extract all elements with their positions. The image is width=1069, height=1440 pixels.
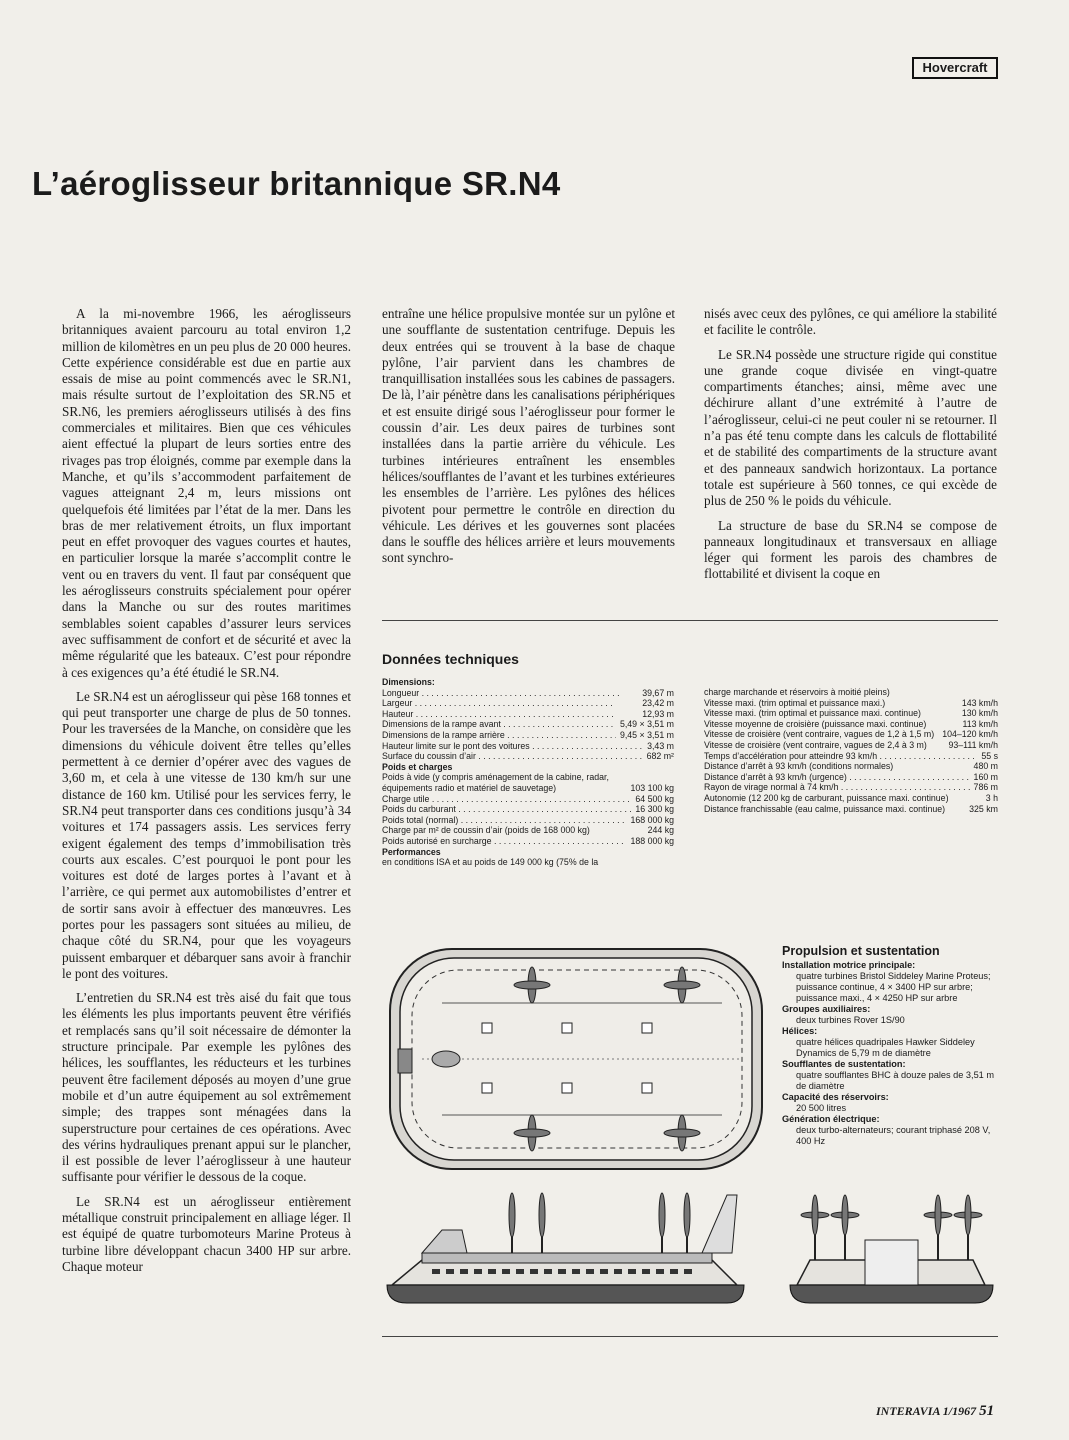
spec-text: en conditions ISA et au poids de 149 000 kg (75% de la — [382, 857, 599, 868]
propulsion-item-heading: Capacité des réservoirs: — [782, 1092, 889, 1102]
spec-value: 12,93 m — [642, 708, 674, 719]
spec-label: Hauteur . . . — [382, 709, 638, 720]
spec-value: 168 000 kg — [630, 814, 674, 825]
spec-label: Temps d’accélération pour atteindre 93 km/h . . . — [704, 751, 977, 762]
propulsion-item-detail: 20 500 litres — [796, 1103, 847, 1113]
side-view-drawing — [382, 1185, 752, 1320]
spec-text: charge marchande et réservoirs à moitié pleins) — [704, 687, 890, 697]
propulsion-item-detail: deux turbines Rover 1S/90 — [796, 1015, 905, 1025]
spec-value: 130 km/h — [961, 708, 998, 719]
front-view-drawing — [785, 1185, 998, 1320]
spec-label: Vitesse de croisière (vent contraire, vagues de 1,2 à 1,5 m) — [704, 729, 935, 740]
divider — [382, 620, 998, 621]
spec-label: Charge utile . . . — [382, 794, 631, 805]
article-title: L’aéroglisseur britannique SR.N4 — [32, 165, 561, 202]
spec-value: 786 m — [973, 782, 998, 793]
spec-row — [382, 741, 674, 752]
spec-label: Longueur . . . — [382, 688, 638, 699]
propulsion-item-detail: quatre turbines Bristol Siddeley Marine Proteus; puissance continue, 4 × 3400 HP sur arbre; puissance maxi., 4 × 4250 HP sur arbre — [796, 971, 991, 1003]
spec-row — [704, 708, 998, 719]
spec-value: 103 100 kg — [630, 782, 674, 793]
column-2 — [382, 306, 675, 567]
spec-value: 93–111 km/h — [948, 739, 998, 750]
propulsion-item-heading: Génération électrique: — [782, 1114, 880, 1124]
spec-row — [704, 761, 998, 772]
spec-row — [382, 804, 674, 815]
spec-row — [382, 794, 674, 805]
spec-label: Distance d’arrêt à 93 km/h (urgence) . . . — [704, 772, 970, 783]
paragraph: entraîne une hélice propulsive montée sur un pylône et une soufflante de sustentation centrifuge. Depuis les deux entrées qui se trouvent à la base de chaque pylône, l’air parvient dans les chambres de tranquillisation installées sous les cabines de passagers. De là, l’air pénètre dans les canalisations périphériques et est ensuite dirigé sous l’aéroglisseur pour former le coussin d’air. Les deux paires de turbines sont installées dans la partie arrière du véhicule. Les turbines intérieures entraînent les ensembles hélices/soufflantes de l’avant et les turbines extérieures les ensembles de l’arrière. Les pylônes des hélices pivotent pour permettre le contrôle en direction du véhicule. Les dérives et les gouvernes sont placées dans le souffle des hélices arrière et leurs mouvements sont synchro- — [382, 306, 675, 566]
spec-value: 16 300 kg — [635, 804, 674, 815]
spec-value: 104–120 km/h — [942, 729, 998, 740]
hovercraft-plan-view — [382, 943, 782, 1178]
propulsion-item-detail: quatre soufflantes BHC à douze pales de 3,51 m de diamètre — [796, 1070, 994, 1091]
hovercraft-side-view — [382, 1185, 752, 1320]
spec-row — [704, 729, 998, 740]
column-3 — [704, 306, 997, 583]
column-1 — [62, 306, 351, 1275]
spec-row — [382, 751, 674, 762]
spec-value: 9,45 × 3,51 m — [619, 729, 674, 740]
paragraph: La structure de base du SR.N4 se compose de panneaux longitudinaux et transversaux en alliage léger qui forment les parois des chambres de flottabilité et divisent la coque en — [704, 517, 997, 582]
spec-row — [382, 698, 674, 709]
spec-row — [382, 825, 674, 836]
propulsion-item-detail: deux turbo-alternateurs; courant triphasé 208 V, 400 Hz — [796, 1125, 991, 1146]
page-footer — [876, 1403, 994, 1420]
divider — [382, 1336, 998, 1337]
spec-row — [704, 698, 998, 709]
specs-left-column — [382, 677, 674, 868]
spec-row — [382, 719, 674, 730]
spec-label: Poids total (normal) . . . — [382, 815, 626, 826]
spec-row — [382, 688, 674, 699]
propulsion-item-heading: Soufflantes de sustentation: — [782, 1059, 906, 1069]
spec-label: Vitesse de croisière (vent contraire, vagues de 2,4 à 3 m) — [704, 739, 927, 750]
spec-row — [382, 815, 674, 826]
spec-value: 55 s — [981, 750, 998, 761]
spec-label: Distance franchissable (eau calme, puissance maxi. continue) — [704, 803, 946, 814]
propulsion-item-detail: quatre hélices quadripales Hawker Siddeley Dynamics de 5,79 m de diamètre — [796, 1037, 975, 1058]
spec-label: Dimensions de la rampe arrière . . . — [382, 730, 616, 741]
spec-label: Poids autorisé en surcharge . . . — [382, 836, 626, 847]
spec-label: Hauteur limite sur le pont des voitures . . . — [382, 741, 643, 752]
spec-row — [704, 772, 998, 783]
spec-value: 5,49 × 3,51 m — [619, 719, 674, 730]
propulsion-item-heading: Installation motrice principale: — [782, 960, 916, 970]
page-number: 51 — [979, 1403, 995, 1419]
spec-value: 3,43 m — [647, 740, 674, 751]
spec-section-heading: Poids et charges — [382, 761, 453, 772]
paragraph: Le SR.N4 est un aéroglisseur qui pèse 168 tonnes et qui peut transporter une charge de plus de 50 tonnes. Pour les traversées de la Manche, on considère que les dimensions du véhicule doivent être telles qu’elles permettent à ce dernier d’opérer avec des vagues de 3,60 m, et cela à une vitesse de 130 km/h sur une distance de 160 km. Utilisé pour les services ferry, le SR.N4 peut transporter dans ces conditions jusqu’à 34 voitures et 174 passagers assis. Les services ferry exigent également des temps d’immobilisation très courts aux escales. C’est pourquoi le pont pour les voitures est doté de larges portes à l’avant et à l’arrière, ce qui permet aux automobilistes d’entrer et de sortir sans avoir à effectuer des manœuvres. Les portes pour les passagers sont situées au milieu, de chaque côté du SR.N4, pour que les voyageurs puissent embarquer et débarquer sans avoir à franchir le pont des voitures. — [62, 688, 351, 981]
spec-value: 113 km/h — [962, 718, 998, 729]
spec-row — [382, 772, 674, 793]
specs-right-column — [704, 687, 998, 814]
section-tag: Hovercraft — [912, 57, 998, 79]
spec-label: Vitesse maxi. (trim optimal et puissance maxi. continue) — [704, 708, 921, 719]
spec-label: Largeur . . . — [382, 698, 638, 709]
paragraph: A la mi-novembre 1966, les aéroglisseurs britanniques avaient parcouru au total environ 1,2 million de kilomètres en un peu plus de 20 000 heures. Cette expérience considérable est due en partie aux essais de mise au point commencés avec le SR.N1, mais résulte surtout de l’exploitation des SR.N5 et SR.N6, les premiers aéroglisseurs utilisés à des fins commerciales et militaires. Bien que ces véhicules aient effectué la plupart de leurs sorties entre des rivages pas trop éloignés, comme par exemple dans la Manche, et qu’ils s’accommodent parfaitement de vagues atteignant 2,4 m, leurs missions ont quelquefois été limitées par l’état de la mer. Dans les bras de mer relativement étroits, un flux important peut en effet provoquer des vagues courtes et hautes, en particulier lorsque la marée s’accomplit contre le vent ou en travers du vent. Il faut par conséquent que les aéroglisseurs construits spécialement pour opérer dans la Manche ou sur des routes maritimes semblables soient capables d’assurer leurs services avec suffisamment de confort et de sécurité et avec la même régularité que les bateaux. C’est pour répondre à ces exigences qu’a été étudié le SR.N4. — [62, 306, 351, 680]
spec-value: 143 km/h — [961, 697, 998, 708]
spec-row — [704, 782, 998, 793]
spec-label: Vitesse moyenne de croisière (puissance maxi. continue) — [704, 718, 927, 729]
spec-label: Poids du carburant . . . — [382, 804, 631, 815]
spec-row — [704, 719, 998, 730]
spec-value: 160 m — [973, 771, 998, 782]
propulsion-item-heading: Hélices: — [782, 1026, 818, 1036]
spec-row — [704, 751, 998, 762]
spec-section-heading: Performances — [382, 846, 441, 857]
spec-value: 39,67 m — [642, 687, 674, 698]
specs-heading: Données techniques — [382, 651, 519, 667]
propulsion-heading: Propulsion et sustentation — [782, 944, 940, 958]
spec-row — [382, 836, 674, 847]
journal-label: INTERAVIA 1/1967 — [876, 1404, 977, 1418]
spec-value: 23,42 m — [642, 698, 674, 709]
propulsion-item-heading: Groupes auxiliaires: — [782, 1004, 871, 1014]
paragraph: Le SR.N4 possède une structure rigide qui constitue une grande coque divisée en vingt-quatre compartiments étanches; ainsi, même avec une déchirure allant d’une extrémité à l’autre de l’aéroglisseur, celui-ci ne peut couler ni se retourner. Il n’a pas été tenu compte dans les calculs de flottabilité et de stabilité des compartiments de la structure avant et des panneaux sandwich horizontaux. La portance totale est supérieure à 560 tonnes, ce qui excède de plus de 250 % le poids du véhicule. — [704, 346, 997, 509]
spec-label: Distance d’arrêt à 93 km/h (conditions normales) — [704, 761, 894, 772]
spec-label: Autonomie (12 200 kg de carburant, puissance maxi. continue) — [704, 792, 949, 803]
spec-label: Poids à vide (y compris aménagement de la cabine, radar, équipements radio et matériel de sauvetage) — [382, 772, 609, 793]
spec-label: Surface du coussin d’air . . . — [382, 751, 643, 762]
spec-value: 64 500 kg — [635, 793, 674, 804]
hovercraft-front-view — [785, 1185, 998, 1320]
spec-value: 244 kg — [647, 825, 674, 836]
spec-value: 682 m² — [646, 751, 674, 762]
spec-row — [704, 804, 998, 815]
spec-value: 3 h — [985, 792, 998, 803]
spec-label: Charge par m² de coussin d’air (poids de 168 000 kg) — [382, 825, 590, 836]
spec-value: 325 km — [969, 803, 998, 814]
spec-section-heading: Dimensions: — [382, 677, 435, 687]
propulsion-section — [782, 946, 998, 1147]
spec-label: Dimensions de la rampe avant . . . — [382, 719, 616, 730]
paragraph: L’entretien du SR.N4 est très aisé du fait que tous les éléments les plus importants peuvent être vérifiés et remplacés sans qu’il soit nécessaire de démonter la structure principale. Par exemple les pylônes des hélices, les soufflantes, les réducteurs et les turbines peuvent être facilement déposés au moyen d’une grue mobile et d’un autre équipement au sol extrêmement simple; des trappes sont ménagées dans la superstructure pour certaines de ces opérations. Avec des vérins hydrauliques prenant appui sur le plancher, il est possible de lever l’aéroglisseur à une hauteur suffisante pour vérifier le dessous de la coque. — [62, 990, 351, 1185]
spec-label: Rayon de virage normal à 74 km/h . . . — [704, 782, 970, 793]
propulsion-list — [782, 960, 998, 1147]
spec-value: 480 m — [973, 761, 998, 772]
paragraph: Le SR.N4 est un aéroglisseur entièrement métallique construit principalement en alliage léger. Il est équipé de quatre turbomoteurs Marine Proteus à turbine libre développant chacun 3400 HP sur arbre. Chaque moteur — [62, 1193, 351, 1274]
spec-label: Vitesse maxi. (trim optimal et puissance maxi.) — [704, 697, 886, 708]
spec-row — [382, 730, 674, 741]
spec-value: 188 000 kg — [630, 835, 674, 846]
plan-view-drawing — [382, 943, 782, 1178]
spec-row — [382, 709, 674, 720]
spec-row — [704, 793, 998, 804]
spec-row — [704, 740, 998, 751]
paragraph: nisés avec ceux des pylônes, ce qui améliore la stabilité et facilite le contrôle. — [704, 306, 997, 338]
